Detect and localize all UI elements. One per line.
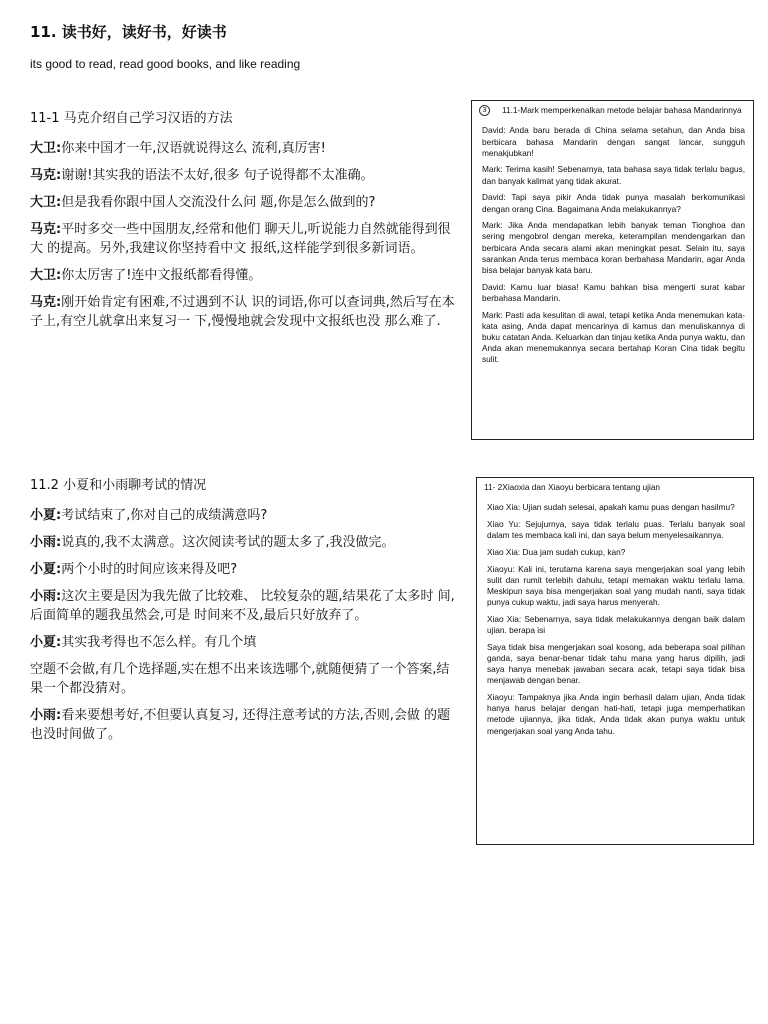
speaker-label: 马克: bbox=[30, 222, 62, 237]
translation-paragraph: Saya tidak bisa mengerjakan soal kosong, ada beberapa soal pilihan ganda, saya benar-benar tidak tahu mana yang harus dipilih, jadi saya hanya menebak jawaban secara acak, tetapi saya tidak bisa menjawab dengan benar. bbox=[487, 641, 745, 686]
translation-box-2 bbox=[476, 477, 754, 845]
dialogue-line bbox=[30, 533, 460, 552]
translation-heading: 11- 2Xiaoxia dan Xiaoyu berbicara tentang ujian bbox=[484, 482, 661, 492]
dialogue-line bbox=[30, 660, 460, 698]
dialogue-line bbox=[30, 293, 460, 331]
page-title: 11. 读书好，读好书，好读书 bbox=[30, 23, 227, 41]
dialogue-text: 平时多交一些中国朋友,经常和他们 聊天儿,听说能力自然就能得到很大 的提高。另外,我建议你坚持看中文 报纸,这样能学到很多新词语。 bbox=[30, 222, 451, 256]
dialogue-line bbox=[30, 166, 460, 185]
dialogue-line bbox=[30, 139, 460, 158]
circled-number-badge: 3 bbox=[479, 105, 490, 116]
dialogue-section-1 bbox=[30, 109, 460, 339]
dialogue-line bbox=[30, 193, 460, 212]
translation-paragraph: David: Kamu luar biasa! Kamu bahkan bisa mengerti surat kabar berbahasa Mandarin. bbox=[482, 281, 745, 303]
dialogue-line bbox=[30, 220, 460, 258]
dialogue-line bbox=[30, 706, 460, 744]
speaker-label: 小雨: bbox=[30, 535, 62, 550]
dialogue-text: 考试结束了,你对自己的成绩满意吗? bbox=[61, 508, 268, 523]
dialogue-text: 但是我看你跟中国人交流没什么问 题,你是怎么做到的? bbox=[61, 195, 376, 210]
speaker-label: 小夏: bbox=[30, 635, 62, 650]
section-heading: 11.2 小夏和小雨聊考试的情况 bbox=[30, 478, 207, 493]
translation-paragraph: Xiao Yu: Sejujurnya, saya tidak terlalu puas. Terlalu banyak soal dalam tes membaca kali ini, dan saya belum menyelesaikannya. bbox=[487, 518, 745, 541]
dialogue-text: 刚开始肯定有困难,不过遇到不认 识的词语,你可以查词典,然后写在本子上,有空儿就拿出来复习一 下,慢慢地就会发现中文报纸也没 那么难了. bbox=[30, 295, 455, 329]
translation-paragraph: Mark: Terima kasih! Sebenarnya, tata bahasa saya tidak terlalu bagus, dan banyak kalimat yang tidak akurat. bbox=[482, 164, 745, 186]
dialogue-line bbox=[30, 560, 460, 579]
translation-paragraph: Xiaoyu: Kali ini, terutama karena saya mengerjakan soal yang lebih sulit dan rumit terlebih dahulu, tetapi memakan waktu terlalu lama. Meskipun saya bisa mengerjakan soal yang mudah nanti, saya tidak punya cukup waktu, jadi saya harus menyerah. bbox=[487, 563, 745, 608]
translation-paragraph: Xiaoyu: Tampaknya jika Anda ingin berhasil dalam ujian, Anda tidak hanya harus belajar dengan hati-hati, tetapi juga memperhatikan metode ujiannya, jika tidak, Anda tidak akan punya waktu untuk mengerjakan soal yang Anda tahu. bbox=[487, 692, 745, 736]
dialogue-text: 两个小时的时间应该来得及吧? bbox=[61, 562, 238, 577]
translation-heading: 3 11.1-Mark memperkenalkan metode belajar bahasa Mandarinnya bbox=[479, 105, 745, 116]
speaker-label: 小夏: bbox=[30, 508, 62, 523]
speaker-label: 小雨: bbox=[30, 708, 62, 723]
speaker-label: 大卫: bbox=[30, 268, 62, 283]
section-heading: 11-1 马克介绍自己学习汉语的方法 bbox=[30, 111, 233, 126]
dialogue-section-2 bbox=[30, 476, 460, 752]
dialogue-text: 说真的,我不太满意。这次阅读考试的题太多了,我没做完。 bbox=[61, 535, 395, 550]
dialogue-text: 看来要想考好,不但要认真复习, 还得注意考试的方法,否则,会做 的题也没时间做了。 bbox=[30, 708, 450, 742]
dialogue-text: 空题不会做,有几个选择题,实在想不出来该选哪个,就随便猜了一个答案,结果一个都没猜对。 bbox=[30, 662, 450, 696]
dialogue-text: 这次主要是因为我先做了比较难、 比较复杂的题,结果花了太多时 间,后面简单的题我虽然会,可是 时间来不及,最后只好放弃了。 bbox=[30, 589, 455, 623]
speaker-label: 马克: bbox=[30, 295, 62, 310]
translation-paragraph: Xiao Xia: Sebenarnya, saya tidak melakukannya dengan baik dalam ujian. berapa isi bbox=[487, 613, 745, 636]
speaker-label: 马克: bbox=[30, 168, 62, 183]
dialogue-line bbox=[30, 587, 460, 625]
speaker-label: 大卫: bbox=[30, 141, 62, 156]
dialogue-line bbox=[30, 266, 460, 285]
dialogue-line bbox=[30, 633, 460, 652]
page-subtitle: its good to read, read good books, and like reading bbox=[30, 57, 301, 71]
translation-paragraph: Mark: Jika Anda mendapatkan lebih banyak teman Tionghoa dan sering mengobrol dengan mereka, keterampilan mendengarkan dan berbicara Anda secara alami akan meningkat pesat. Selain itu, saya sarankan Anda terus membaca koran berbahasa Mandarin, agar Anda bisa belajar banyak kata baru. bbox=[482, 220, 745, 276]
translation-box-1 bbox=[471, 100, 754, 440]
dialogue-text: 谢谢!其实我的语法不太好,很多 句子说得都不太准确。 bbox=[61, 168, 374, 183]
speaker-label: 大卫: bbox=[30, 195, 62, 210]
translation-paragraph: David: Anda baru berada di China selama setahun, dan Anda bisa berbicara bahasa Mandarin dengan sangat lancar, sungguh menakjubkan! bbox=[482, 125, 745, 158]
dialogue-text: 你太厉害了!连中文报纸都看得懂。 bbox=[61, 268, 262, 283]
translation-paragraph: Xiao Xia: Ujian sudah selesai, apakah kamu puas dengan hasilmu? bbox=[487, 502, 735, 513]
speaker-label: 小雨: bbox=[30, 589, 62, 604]
translation-paragraph: Mark: Pasti ada kesulitan di awal, tetapi ketika Anda menemukan kata-kata asing, Anda dapat mencarinya di kamus dan menuliskannya di buku catatan Anda. Keluarkan dan tinjau ketika Anda punya waktu, dan Anda akan menemukannya secara bertahap Koran Cina tidak begitu sulit. bbox=[482, 309, 745, 365]
translation-paragraph: David: Tapi saya pikir Anda tidak punya masalah berkomunikasi dengan orang Cina. Bagaimana Anda melakukannya? bbox=[482, 192, 745, 214]
speaker-label: 小夏: bbox=[30, 562, 62, 577]
dialogue-line bbox=[30, 506, 460, 525]
dialogue-text: 其实我考得也不怎么样。有几个填 bbox=[61, 635, 257, 650]
dialogue-text: 你来中国才一年,汉语就说得这么 流利,真厉害! bbox=[61, 141, 326, 156]
translation-paragraph: Xiao Xia: Dua jam sudah cukup, kan? bbox=[487, 546, 626, 557]
